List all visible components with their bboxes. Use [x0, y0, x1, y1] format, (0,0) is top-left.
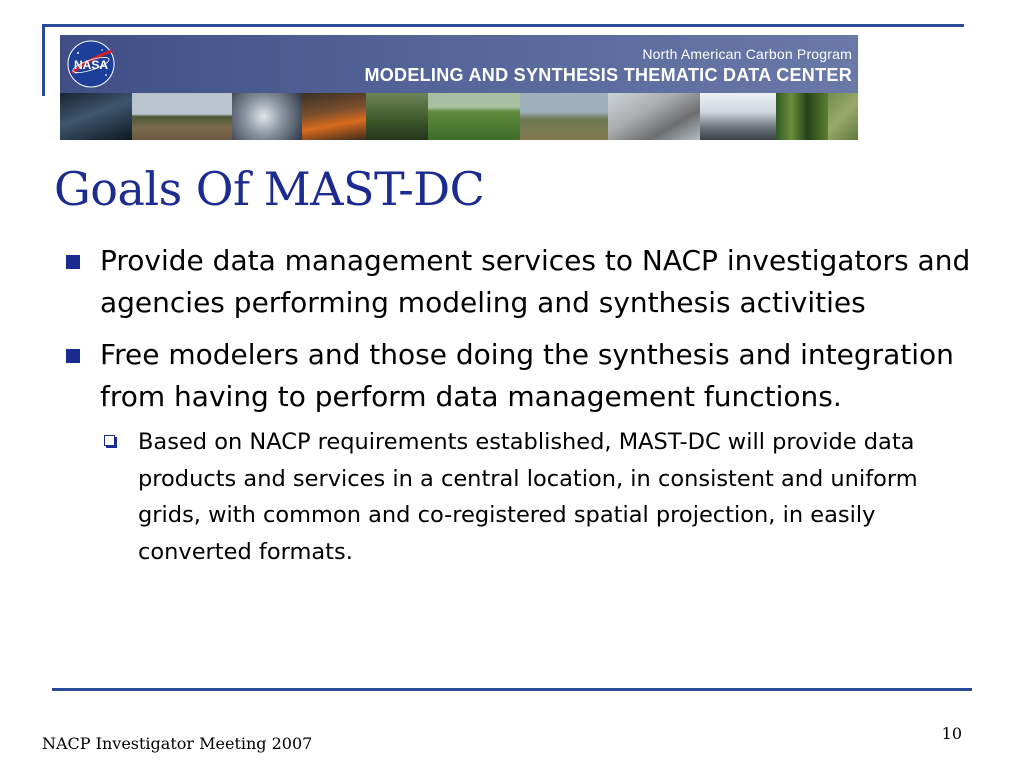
bullet-list	[64, 240, 974, 570]
frame-left-line	[42, 24, 45, 96]
photo-dense-forest	[776, 93, 828, 140]
bullet-item	[64, 334, 974, 418]
photo-tundra-landscape	[520, 93, 608, 140]
footer-meeting-name: NACP Investigator Meeting 2007	[42, 734, 313, 753]
bullet-item	[64, 240, 974, 324]
bullet-text: Free modelers and those doing the synthesis and integration from having to perform data management functions.	[100, 338, 954, 413]
photo-cloud-swirl	[232, 93, 302, 140]
nasa-logo-icon	[66, 39, 116, 89]
bullet-text: Provide data management services to NACP investigators and agencies performing modeling and synthesis activities	[100, 244, 971, 319]
photo-strip	[60, 93, 858, 140]
banner-program-name: North American Carbon Program	[642, 46, 852, 62]
photo-mountain-volcano	[608, 93, 700, 140]
banner-center-name: MODELING AND SYNTHESIS THEMATIC DATA CENTER	[364, 65, 852, 85]
photo-forest-fire	[302, 93, 366, 140]
footer-divider	[52, 688, 972, 691]
nasa-logo-text: NASA	[73, 58, 109, 72]
photo-crop-rows	[428, 93, 520, 140]
photo-tractor-field	[132, 93, 232, 140]
header-banner	[60, 35, 858, 140]
slide-title: Goals Of MAST-DC	[54, 162, 485, 216]
square-bullet-icon	[66, 349, 80, 363]
photo-factory-smokestacks	[700, 93, 776, 140]
sub-bullet-text: Based on NACP requirements established, MAST-DC will provide data products and services in a central location, in consistent and uniform grids, with common and co-registered spatial projection, in easily converted formats.	[138, 429, 918, 565]
sub-bullet-item	[100, 424, 956, 570]
page-number: 10	[941, 724, 962, 743]
photo-farmland-aerial	[828, 93, 858, 140]
frame-top-line	[42, 24, 964, 27]
hollow-square-bullet-icon	[104, 435, 115, 446]
square-bullet-icon	[66, 255, 80, 269]
photo-green-crops	[366, 93, 428, 140]
photo-ocean-scene	[60, 93, 132, 140]
